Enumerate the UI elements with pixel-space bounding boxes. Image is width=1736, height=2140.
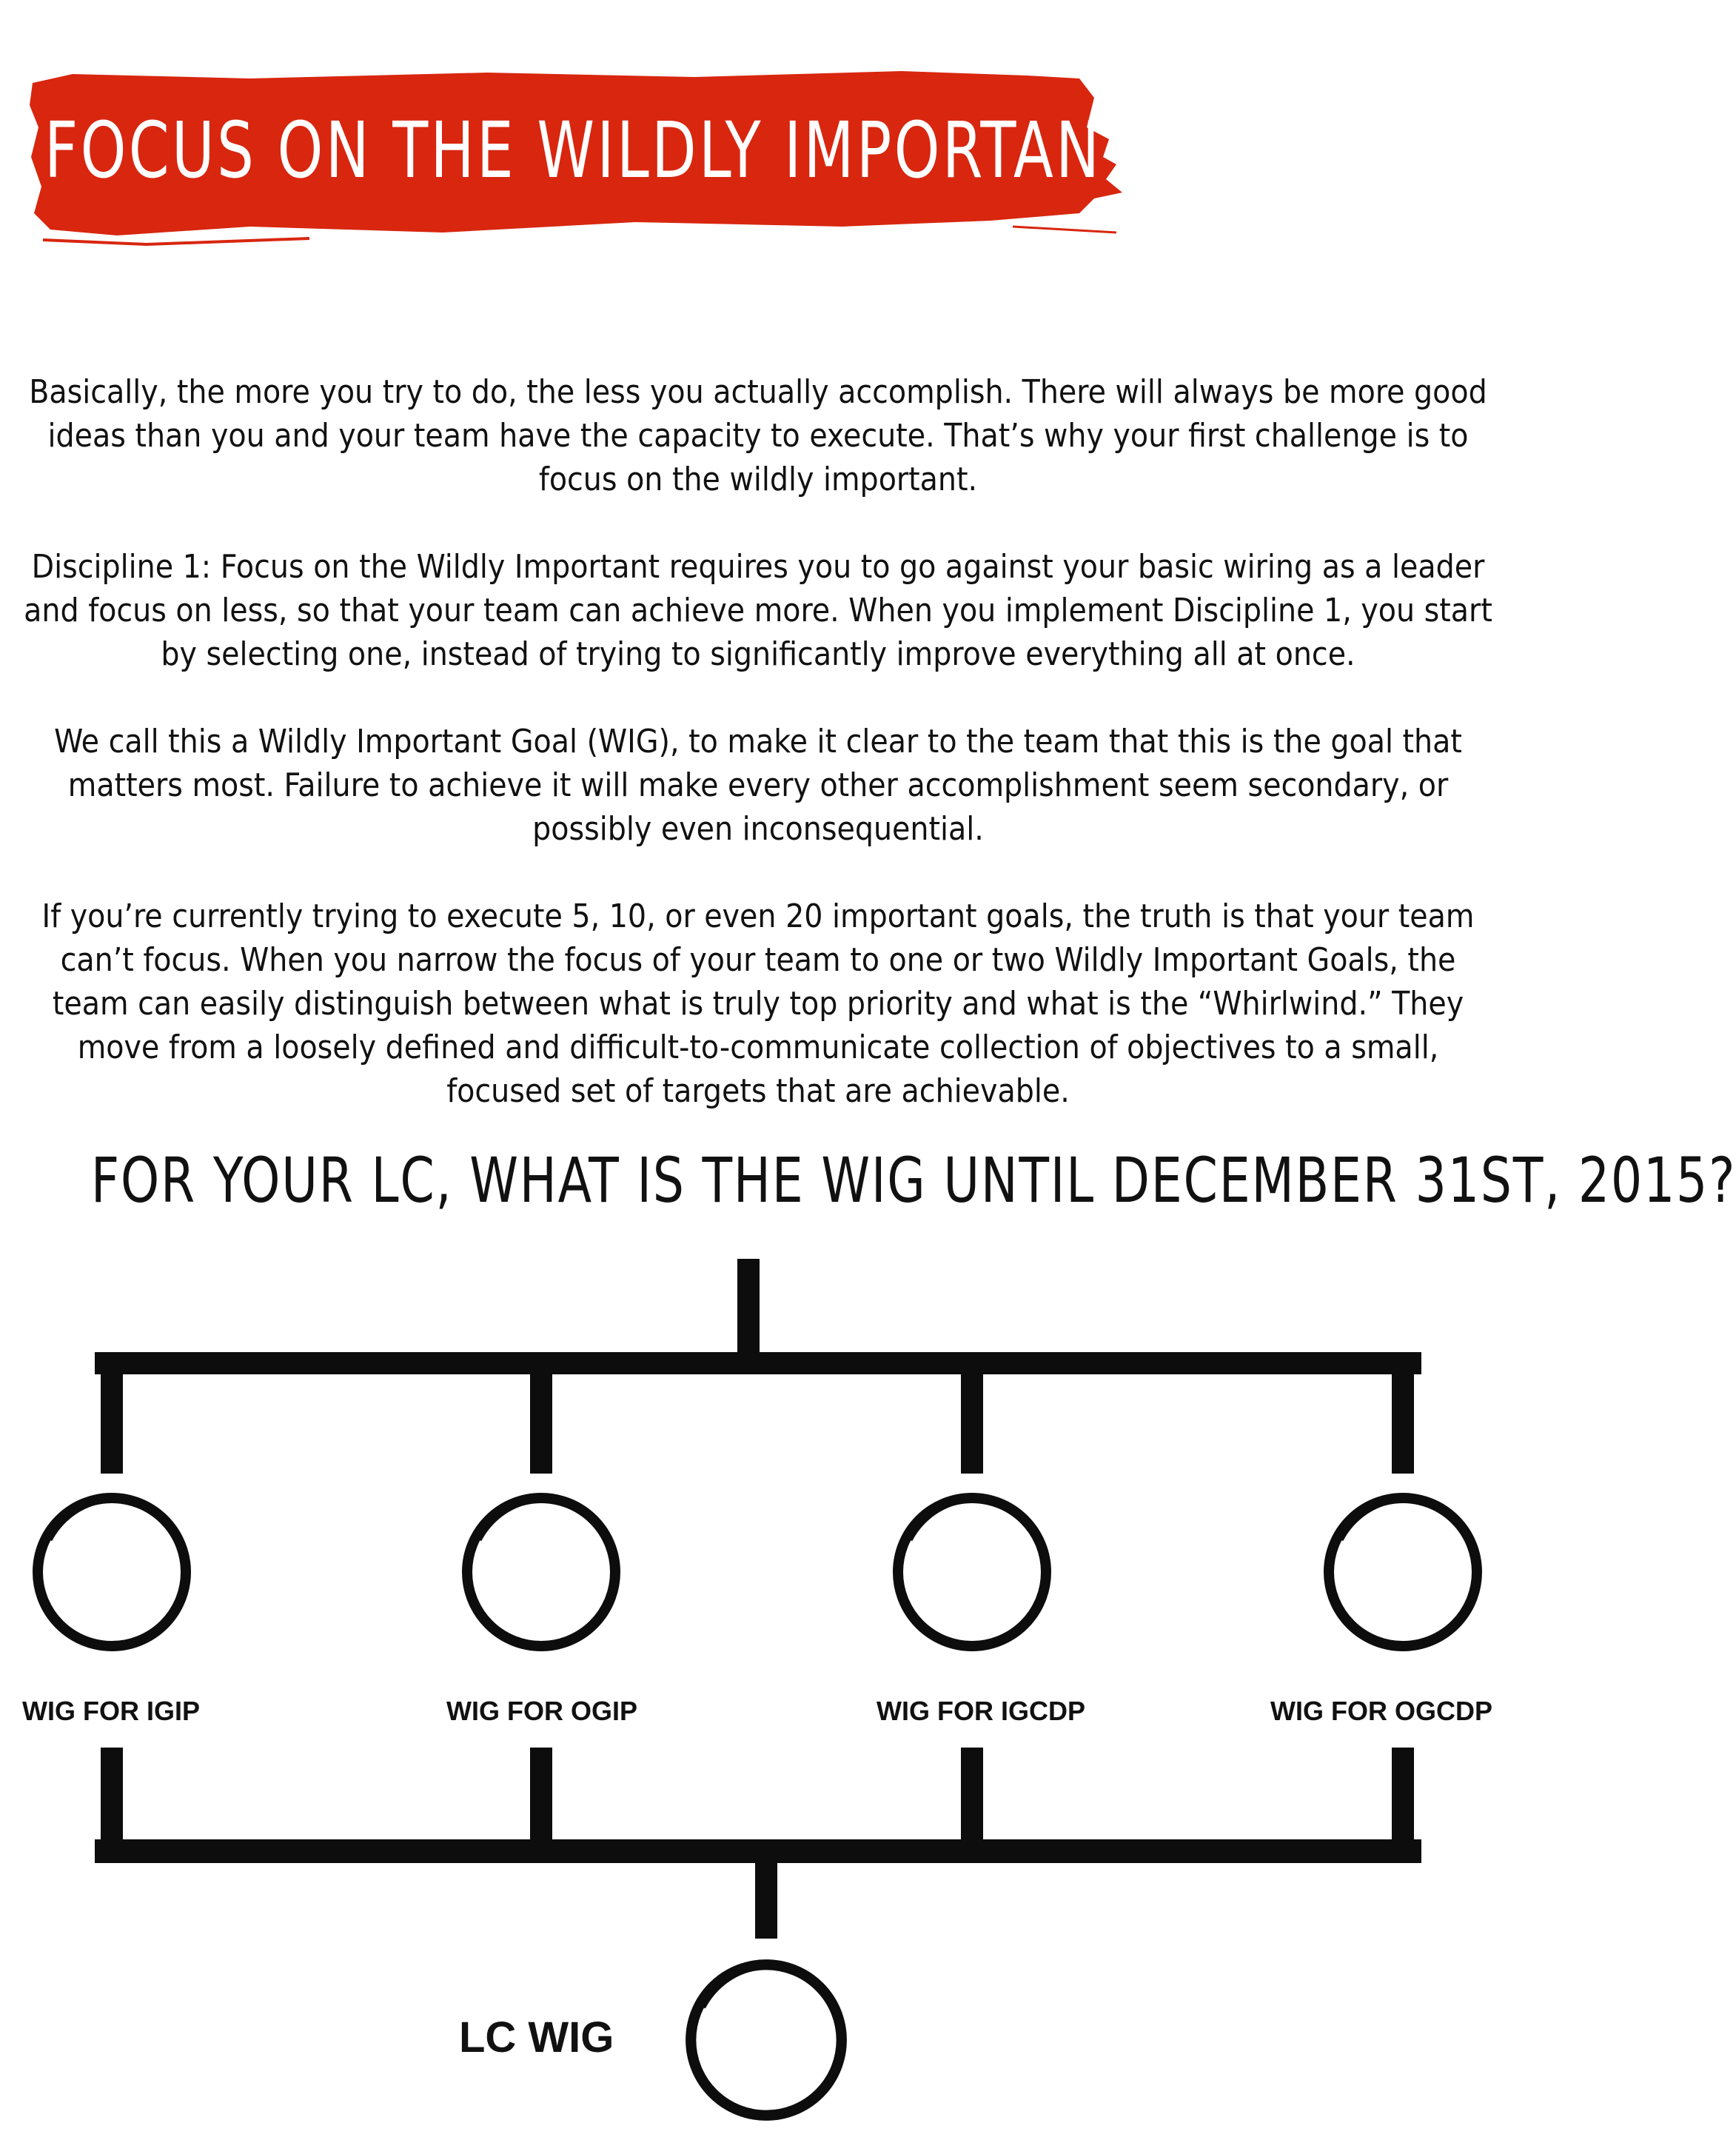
diagram-question: FOR YOUR LC, WHAT IS THE WIG UNTIL DECEMBER 31ST, 2015? (90, 1144, 1736, 1217)
bottom-stem-line (755, 1851, 777, 1939)
bottom-branch-line (1392, 1748, 1414, 1848)
top-branch-line (101, 1362, 123, 1474)
paragraph: We call this a Wildly Important Goal (WIG), to make it clear to the team that this is the goal that matters most. Failure to achieve it will make every other accomplishment seem secondary, or possibly even inconsequential. (54, 723, 1462, 848)
bottom-branch-line (530, 1748, 552, 1848)
bottom-branch-line (961, 1748, 983, 1848)
top-stem-line (737, 1259, 760, 1362)
bottom-branch-line (101, 1748, 123, 1848)
top-branch-line (961, 1362, 983, 1474)
wig-label-igip: WIG FOR IGIP (22, 1696, 200, 1726)
title-banner (28, 68, 1140, 253)
top-horizontal-line (95, 1352, 1421, 1374)
paragraph: Basically, the more you try to do, the less you actually accomplish. There will always be more good ideas than you and your team have the capacity to execute. That’s why your first challenge is to focus on the wildly important. (29, 373, 1487, 498)
paragraph: Discipline 1: Focus on the Wildly Important requires you to go against your basic wiring as a leader and focus on less, so that your team can achieve more. When you implement Discipline 1, you start by selecting one, instead of trying to significantly improve everything all at once. (24, 548, 1492, 673)
wig-circle-ogcdp (1319, 1488, 1487, 1656)
paragraph: If you’re currently trying to execute 5, 10, or even 20 important goals, the truth is that your team can’t focus. When you narrow the focus of your team to one or two Wildly Important Goals, the team can easily distinguish between what is truly top priority and what is the “Whirlwind.” They move from a loosely defined and difficult-to-communicate collection of objectives to a small, focused set of targets that are achievable. (41, 897, 1475, 1110)
wig-label-igcdp: WIG FOR IGCDP (877, 1696, 1085, 1726)
body-text (18, 370, 1498, 1157)
wig-circle-igcdp (888, 1488, 1056, 1656)
wig-label-ogcdp: WIG FOR OGCDP (1270, 1696, 1492, 1726)
wig-label-ogip: WIG FOR OGIP (446, 1696, 637, 1726)
lc-wig-circle (681, 1955, 851, 2125)
page-title: FOCUS ON THE WILDLY IMPORTANT (44, 105, 1140, 195)
lc-wig-label: LC WIG (459, 2013, 614, 2062)
wig-circle-ogip (458, 1488, 625, 1656)
top-branch-line (1392, 1362, 1414, 1474)
top-branch-line (530, 1362, 552, 1474)
wig-circle-igip (28, 1488, 195, 1656)
